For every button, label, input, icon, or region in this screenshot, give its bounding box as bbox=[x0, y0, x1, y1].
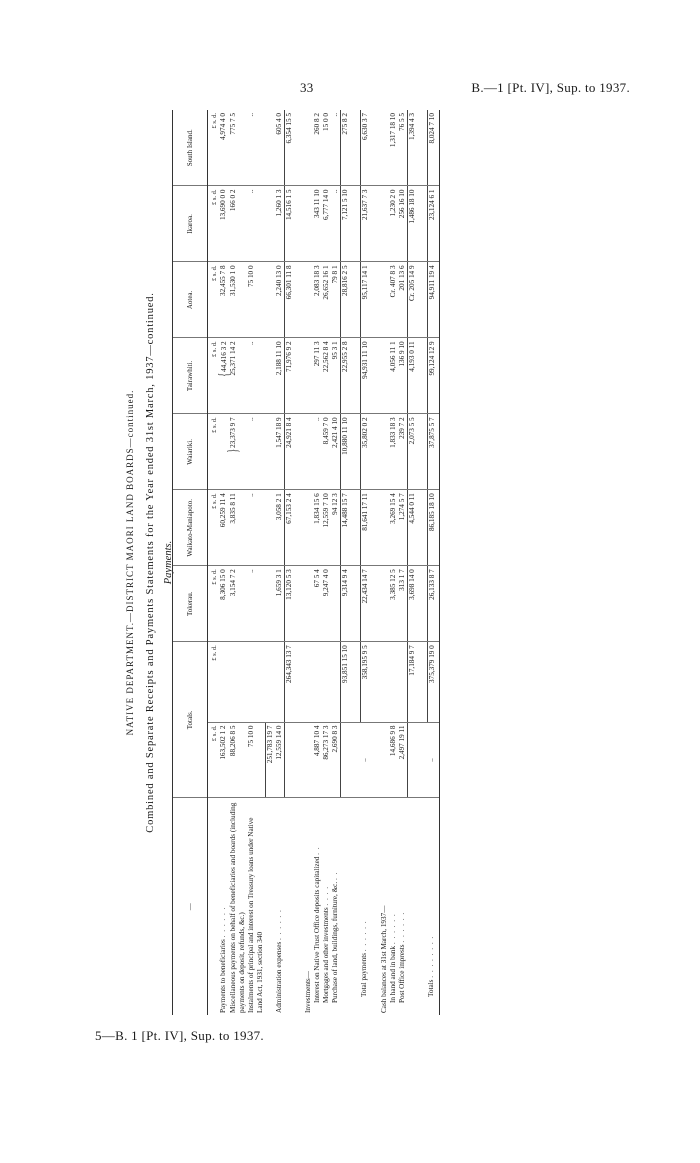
row-sum-3: 17,184 9 7 3,698 14 0 4,544 0 11 2,073 5 5 4,193 0 11 Cr. 205 14 9 1,486 18 10 1,394 4 3 bbox=[407, 110, 417, 1015]
page-number: 33 bbox=[300, 80, 314, 95]
footer-reference: 5—B. 1 [Pt. IV], Sup. to 1937. bbox=[95, 1028, 264, 1043]
header-aotea: Aotea. bbox=[173, 262, 208, 338]
row-purchase: Purchase of land, buildings, furniture, &c. . . 2,690 8 3 94 12 3 2,421 4 10 95 3 1 79 8 1 .. .. bbox=[331, 110, 341, 1015]
header-ikaroa: Ikaroa. bbox=[173, 186, 208, 262]
header-tairawhiti: Tairawhiti. bbox=[173, 338, 208, 414]
document-title: NATIVE DEPARTMENT.—DISTRICT MAORI LAND BOARDS—continued. bbox=[125, 389, 135, 736]
header-tokerau: Tokerau. bbox=[173, 566, 208, 642]
row-totals: Totals . . . . . . . . .. 375,379 19 0 26,133 8 7 86,185 18 10 37,875 5 7 99,124 12 9 94,911 19 4 23,124 6 1 8,024 7 10 bbox=[427, 110, 439, 1015]
row-cash-heading: Cash balances at 31st March, 1937— bbox=[380, 110, 389, 1015]
units-row: £ s. d. £ s. d. £ s. d. £ s. d. £ s. d. £ s. d. £ s. d. £ s. d. £ s. d. bbox=[208, 110, 220, 1015]
section-heading: Payments. bbox=[163, 540, 174, 585]
header-waikato: Waikato-Maniapoto. bbox=[173, 490, 208, 566]
row-total-payments: Total payments . . . . . . .. 358,195 9 5 22,434 14 7 81,641 17 11 35,802 0 2 94,931 11 10 95,117 14 1 21,637 7 3 6,630 3 7 bbox=[360, 110, 370, 1015]
brace-icon: { bbox=[214, 372, 233, 377]
document-subtitle: Combined and Separate Receipts and Payments Statements for the Year ended 31st March, 1937—continued. bbox=[145, 292, 156, 833]
header-label: — bbox=[173, 798, 208, 1015]
payments-table bbox=[172, 110, 440, 1015]
header-row bbox=[173, 110, 208, 1015]
row-subtotal: 251,783 19 7 bbox=[265, 110, 275, 1015]
header-totals: Totals. bbox=[173, 642, 208, 798]
title-block bbox=[98, 110, 176, 1015]
rotated-table-page bbox=[98, 110, 548, 1015]
row-sum-1: 264,343 13 7 13,120 5 3 67,153 2 4 24,921 8 4 71,976 9 2 66,301 11 8 14,516 1 5 6,354 15 5 bbox=[284, 110, 294, 1015]
header-reference: B.—1 [Pt. IV], Sup. to 1937. bbox=[471, 80, 630, 95]
row-sum-2: 93,851 15 10 9,314 9 4 14,488 15 7 10,880 11 10 22,955 2 8 28,816 2 5 7,121 5 10 275 8 2 bbox=[340, 110, 350, 1015]
row-interest: Interest on Native Trust Office deposits capitalized . . 4,887 10 4 67 5 4 1,834 15 6 .. 297 11 3 2,083 18 3 343 11 10 260 8 2 bbox=[313, 110, 322, 1015]
row-admin: Administration expenses . . . . . . 12,559 14 0 1,659 3 1 3,058 2 1 1,547 18 9 2,188 11 10 2,240 13 0 1,260 1 3 605 4 0 bbox=[275, 110, 285, 1015]
row-instalments: Instalments of principal and interest on Treasury loans under Native Land Act, 1931, section 340 75 10 0 .. .. .. .. 75 10 0 .. .. bbox=[247, 110, 265, 1015]
header-south: South Island. bbox=[173, 110, 208, 186]
page-header bbox=[300, 80, 630, 102]
header-waiariki: Waiariki. bbox=[173, 414, 208, 490]
row-misc: Miscellaneous payments on behalf of beneficiaries and boards (including payments on deposit, refunds, &c.) 88,206 8 5 3,154 7 2 3,835 8 11 25,371 14 2 31,530 1 0 166 0 2 775 7 5 bbox=[229, 110, 247, 1015]
row-bank: In hand and in bank . . . . . . 14,686 9 8 3,385 12 5 3,269 15 4 1,833 18 3 4,056 11 1 Cr. 407 8 3 1,230 2 0 1,317 18 10 bbox=[389, 110, 398, 1015]
row-investments-heading: Investments— bbox=[304, 110, 313, 1015]
row-beneficiaries: Payments to beneficiaries . . . . . . 163,502 1 2 8,306 15 0 60,259 11 4 }23,373 9 7 {44,416 3 2 32,455 7 8 13,690 0 0 4,974 4 0 bbox=[219, 110, 229, 1015]
row-mortgages: Mortgages and other investments . . . . 86,273 17 3 9,247 4 0 12,559 7 10 8,459 7 0 22,562 8 4 26,652 16 1 6,777 14 0 15 0 0 bbox=[322, 110, 331, 1015]
row-imprests: Post Office imprests . . . . . . 2,497 19 11 313 1 7 1,274 5 7 239 7 2 136 9 10 201 13 6 256 16 10 76 5 5 bbox=[398, 110, 408, 1015]
brace-icon: } bbox=[223, 448, 242, 453]
